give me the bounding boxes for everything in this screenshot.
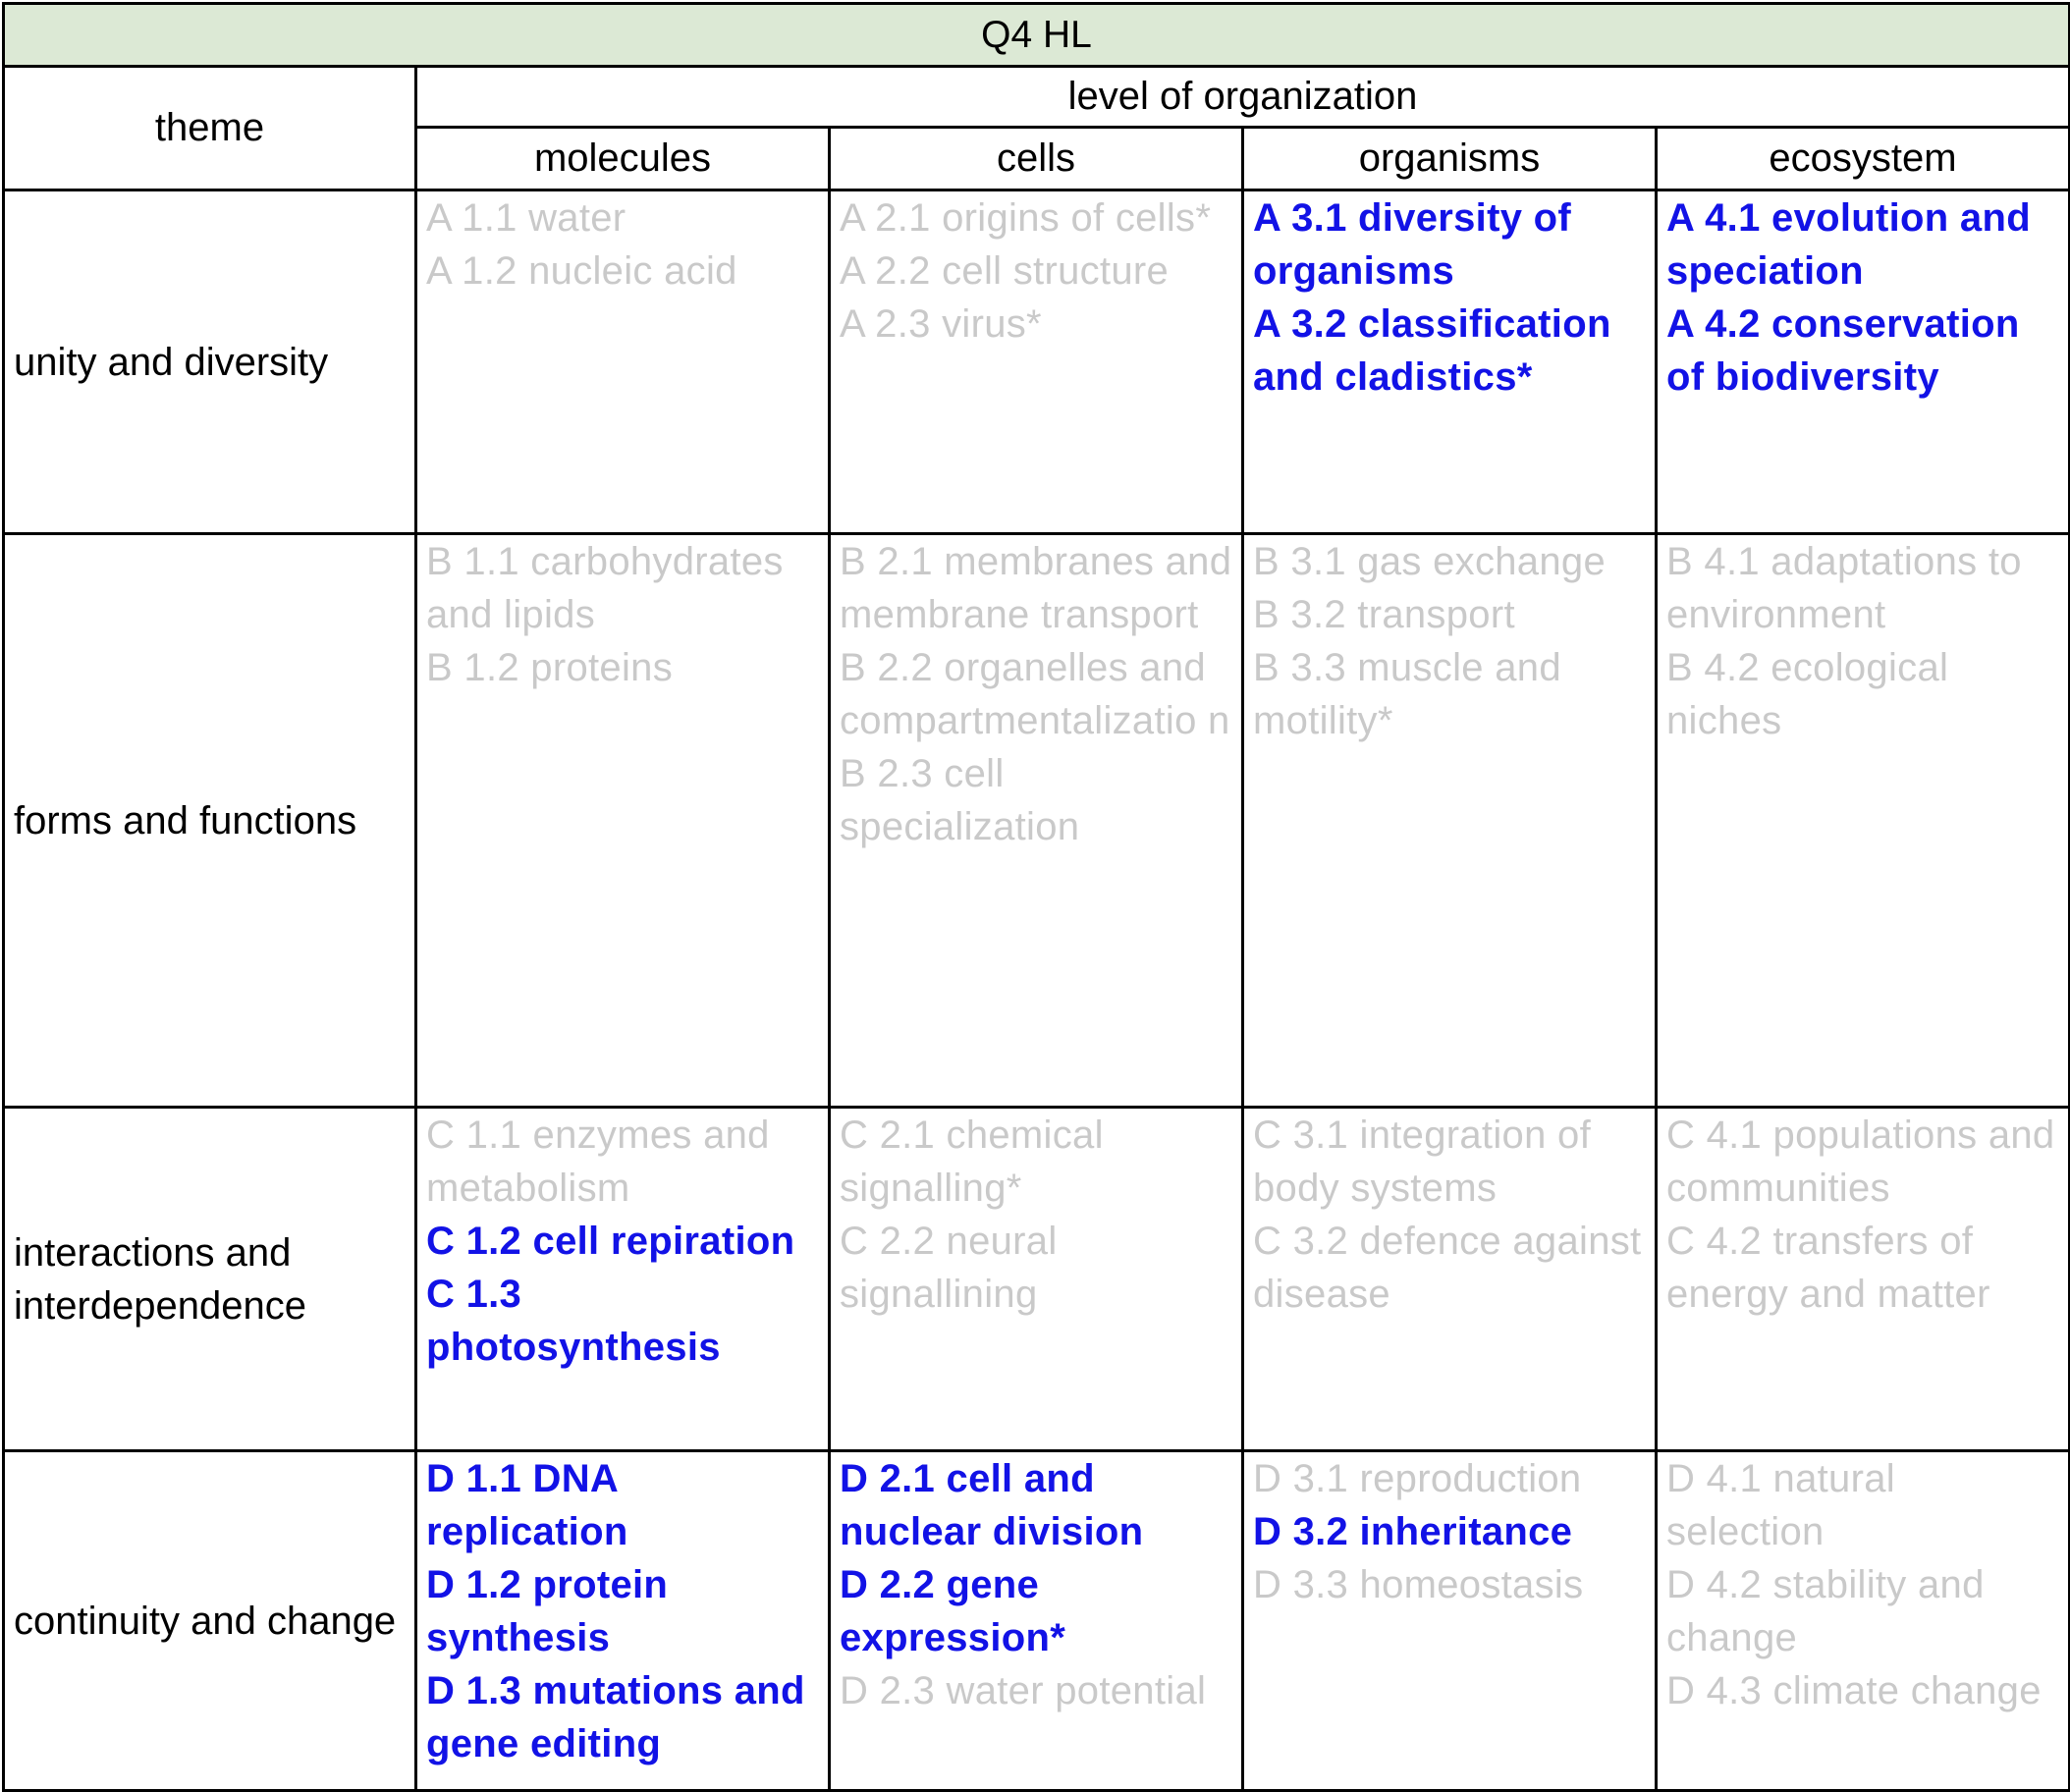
topic-item-active: A 4.2 conservation of biodiversity [1666, 302, 2020, 399]
topic-item: D 3.3 homeostasis [1253, 1563, 1584, 1606]
topic-item: C 1.1 enzymes and metabolism [426, 1113, 770, 1210]
table-row [4, 190, 2070, 534]
topic-item: D 2.3 water potential [840, 1669, 1207, 1712]
topic-item: B 3.1 gas exchange [1253, 540, 1606, 583]
theme-cell: forms and functions [4, 534, 416, 1108]
topic-item: A 1.1 water [426, 196, 626, 240]
topic-item-active: D 3.2 inheritance [1253, 1510, 1573, 1553]
topic-item: C 2.1 chemical signalling* [840, 1113, 1104, 1210]
topic-item-active: D 2.1 cell and nuclear division [840, 1457, 1144, 1553]
topic-item: B 2.2 organelles and compartmentalizatio n [840, 646, 1230, 742]
topic-cell [1657, 1108, 2070, 1451]
column-header-molecules: molecules [416, 128, 830, 190]
topic-item-active: C 1.3 photosynthesis [426, 1273, 721, 1369]
topic-item-active: D 1.2 protein synthesis [426, 1563, 669, 1659]
table-row [4, 1451, 2070, 1791]
table-row [4, 534, 2070, 1108]
topic-cell [1657, 534, 2070, 1108]
topic-item: D 4.2 stability and change [1666, 1563, 1985, 1659]
theme-cell: continuity and change [4, 1451, 416, 1791]
theme-header: theme [4, 67, 416, 190]
table-row [4, 1108, 2070, 1451]
topic-item: D 4.3 climate change [1666, 1669, 2042, 1712]
level-of-organization-header: level of organization [416, 67, 2070, 128]
topic-cell [1657, 190, 2070, 534]
topic-cell [1243, 1451, 1657, 1791]
topic-cell [1243, 1108, 1657, 1451]
topic-cell [416, 190, 830, 534]
theme-cell: interactions and interdependence [4, 1108, 416, 1451]
topic-cell [1243, 534, 1657, 1108]
topic-cell [1243, 190, 1657, 534]
column-header-organisms: organisms [1243, 128, 1657, 190]
topic-cell [416, 1108, 830, 1451]
topic-item: C 4.2 transfers of energy and matter [1666, 1220, 1990, 1316]
topic-cell [830, 1451, 1243, 1791]
topic-cell [830, 534, 1243, 1108]
topic-item: C 2.2 neural signallining [840, 1220, 1058, 1316]
topic-cell [830, 1108, 1243, 1451]
topic-item: B 2.1 membranes and membrane transport [840, 540, 1232, 636]
topic-item: D 3.1 reproduction [1253, 1457, 1582, 1500]
topic-cell [830, 190, 1243, 534]
topic-cell [1657, 1451, 2070, 1791]
curriculum-table [2, 2, 2070, 1792]
topic-item: C 4.1 populations and communities [1666, 1113, 2055, 1210]
theme-cell: unity and diversity [4, 190, 416, 534]
topic-item-active: D 2.2 gene expression* [840, 1563, 1066, 1659]
topic-item: C 3.1 integration of body systems [1253, 1113, 1591, 1210]
column-header-ecosystem: ecosystem [1657, 128, 2070, 190]
topic-item: B 1.2 proteins [426, 646, 674, 689]
topic-item-active: A 3.2 classification and cladistics* [1253, 302, 1611, 399]
topic-item-active: C 1.2 cell repiration [426, 1220, 795, 1263]
topic-item: D 4.1 natural selection [1666, 1457, 1895, 1553]
topic-item: A 2.1 origins of cells* [840, 196, 1212, 240]
topic-item: C 3.2 defence against disease [1253, 1220, 1642, 1316]
table-title: Q4 HL [4, 4, 2070, 67]
topic-item: A 2.2 cell structure [840, 249, 1170, 293]
topic-item: B 2.3 cell specialization [840, 752, 1080, 848]
topic-cell [416, 534, 830, 1108]
topic-item: B 4.1 adaptations to environment [1666, 540, 2022, 636]
topic-item-active: A 4.1 evolution and speciation [1666, 196, 2031, 293]
topic-item: A 1.2 nucleic acid [426, 249, 737, 293]
topic-item-active: D 1.1 DNA replication [426, 1457, 628, 1553]
topic-item-active: D 1.3 mutations and gene editing [426, 1669, 805, 1765]
topic-item: B 3.2 transport [1253, 593, 1515, 636]
column-header-cells: cells [830, 128, 1243, 190]
topic-item: B 4.2 ecological niches [1666, 646, 1949, 742]
topic-item: A 2.3 virus* [840, 302, 1042, 346]
topic-cell [416, 1451, 830, 1791]
topic-item: B 3.3 muscle and motility* [1253, 646, 1561, 742]
topic-item-active: A 3.1 diversity of organisms [1253, 196, 1572, 293]
topic-item: B 1.1 carbohydrates and lipids [426, 540, 784, 636]
